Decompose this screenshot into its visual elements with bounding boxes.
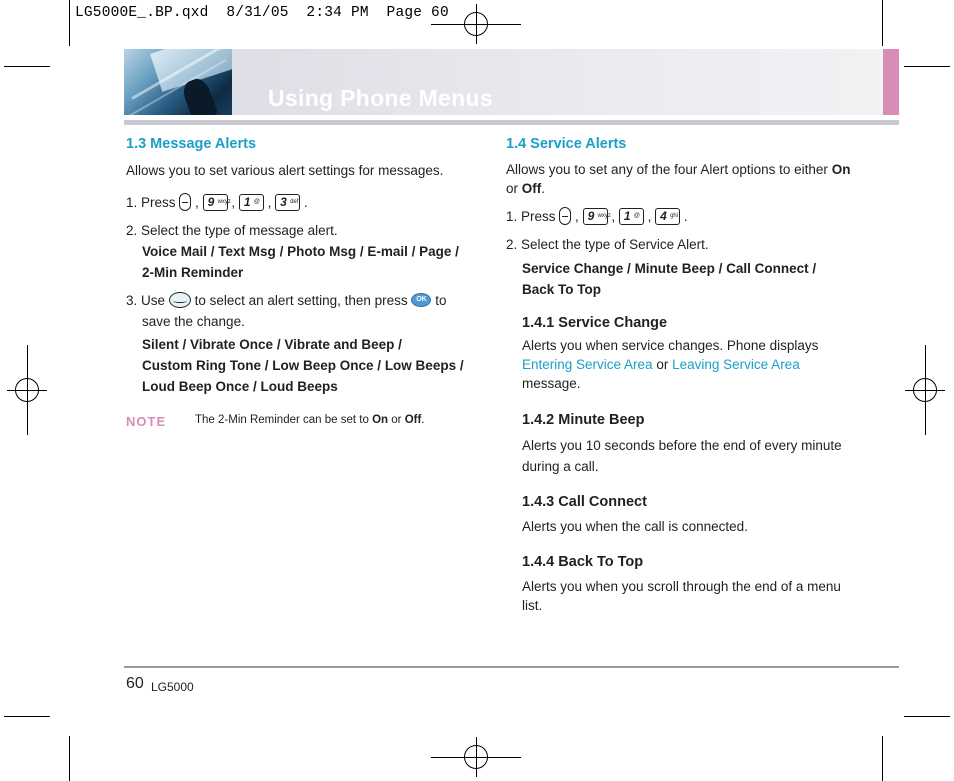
page-title: Using Phone Menus [268, 85, 493, 111]
registration-line [27, 345, 28, 435]
message-alerts-intro: Allows you to set various alert settings for messages. [126, 163, 444, 178]
intro-text: Allows you to set any of the four Alert options to either [506, 162, 828, 177]
header-photo [124, 49, 232, 115]
desc-text: Alerts you 10 seconds before the end of every minute [522, 438, 842, 453]
header-rule [124, 120, 899, 125]
service-alerts-step-2: 2. Select the type of Service Alert. [506, 237, 709, 252]
crop-mark [904, 66, 950, 67]
option-call-connect: Call Connect [726, 261, 809, 276]
key-letters: @ [253, 198, 260, 205]
option-email: E-mail [367, 244, 408, 259]
note-label: NOTE [126, 414, 167, 429]
message-alerts-step-3 [126, 290, 446, 311]
call-connect-text: Alerts you when the call is connected. [522, 519, 748, 534]
key-1-icon [239, 194, 264, 211]
option-back-to-top: Back To Top [522, 282, 602, 297]
option-vibrate-once: Vibrate Once [190, 337, 274, 352]
step-text: to select an alert setting, then press [194, 293, 408, 308]
subsection-title-minute-beep: 1.4.2 Minute Beep [522, 412, 645, 428]
crop-mark [69, 736, 70, 781]
crop-mark [882, 736, 883, 781]
subsection-title-call-connect: 1.4.3 Call Connect [522, 494, 647, 510]
key-digit: 9 [587, 208, 595, 223]
option-silent: Silent [142, 337, 179, 352]
message-alerts-step-1: 1. Press , 9 wxyz , 1 @ , 3 def . [126, 194, 308, 210]
registration-line [925, 345, 926, 435]
desc-text: or [656, 357, 669, 372]
key-letters: @ [633, 212, 640, 219]
option-2-min-reminder: 2-Min Reminder [142, 265, 244, 280]
option-text-msg: Text Msg [218, 244, 276, 259]
service-alerts-step-1: 1. Press , 9 wxyz , 1 @ , 4 ghi . [506, 208, 688, 224]
message-alert-options: Voice Mail / Text Msg / Photo Msg / E-mail / Page / 2-Min Reminder [142, 244, 459, 280]
intro-on: On [831, 162, 851, 177]
option-voice-mail: Voice Mail [142, 244, 208, 259]
subsection-title-service-change: 1.4.1 Service Change [522, 315, 668, 331]
footer-rule [124, 666, 899, 668]
note-text-part: The 2-Min Reminder can be set to [195, 414, 369, 426]
service-alerts-intro: Allows you to set any of the four Alert options to either On or Off. [506, 162, 851, 196]
key-digit: 3 [280, 194, 287, 209]
desc-text: list. [522, 598, 543, 613]
key-letters: ghi [670, 212, 679, 219]
option-loud-beep-once: Loud Beep Once [142, 379, 250, 394]
option-low-beep-once: Low Beep Once [272, 358, 374, 373]
crop-mark [69, 0, 70, 46]
crop-mark [904, 716, 950, 717]
desc-text: during a call. [522, 459, 599, 474]
desc-text: message. [522, 376, 581, 391]
registration-line [431, 757, 521, 758]
key-digit: 4 [660, 208, 667, 223]
print-slug: LG5000E_.BP.qxd 8/31/05 2:34 PM Page 60 [75, 5, 449, 21]
page-number: 60 [126, 675, 144, 692]
key-digit: 1 [623, 208, 631, 223]
key-letters: def [290, 198, 299, 205]
key-3-icon [275, 194, 300, 211]
crop-mark [882, 0, 883, 46]
crop-mark [4, 66, 50, 67]
model-name: LG5000 [151, 680, 194, 694]
option-low-beeps: Low Beeps [384, 358, 457, 373]
desc-text: Alerts you when you scroll through the end of a menu [522, 579, 841, 594]
key-9-icon [583, 208, 611, 225]
key-digit: 1 [243, 194, 251, 209]
note-on: On [372, 414, 389, 426]
option-page: Page [419, 244, 452, 259]
nav-key-icon [169, 292, 191, 308]
service-alert-options: Service Change / Minute Beep / Call Connect / Back To Top [522, 261, 817, 297]
subsection-title-back-to-top: 1.4.4 Back To Top [522, 554, 644, 570]
section-title-message-alerts: 1.3 Message Alerts [126, 136, 257, 152]
menu-key-icon [559, 207, 571, 225]
step-text: 1. Press [126, 195, 176, 210]
message-alerts-step-2: 2. Select the type of message alert. [126, 223, 338, 238]
step-text: 1. Press [506, 209, 556, 224]
header-tab-accent [883, 49, 899, 115]
registration-line [431, 24, 521, 25]
option-photo-msg: Photo Msg [287, 244, 357, 259]
key-letters: wxyz [597, 212, 611, 219]
desc-text: Alerts you when service changes. Phone displays [522, 338, 819, 353]
option-service-change: Service Change [522, 261, 624, 276]
key-digit: 9 [207, 194, 215, 209]
minute-beep-text [522, 435, 842, 477]
option-loud-beeps: Loud Beeps [260, 379, 338, 394]
step-text: 3. Use [126, 293, 166, 308]
note-text-part: or [391, 414, 402, 426]
key-9-icon [203, 194, 231, 211]
key-letters: wxyz [217, 198, 231, 205]
leaving-service-area-text: Leaving Service Area [672, 357, 800, 372]
option-custom-ring-tone: Custom Ring Tone [142, 358, 261, 373]
ok-label: OK [416, 296, 427, 304]
step-text: to [435, 293, 447, 308]
message-alerts-step-3-cont: save the change. [142, 314, 245, 329]
service-change-text [522, 336, 852, 393]
ok-key-icon [411, 293, 431, 307]
intro-off: Off [521, 181, 542, 196]
crop-mark [4, 716, 50, 717]
alert-setting-options: Silent / Vibrate Once / Vibrate and Beep / Custom Ring Tone / Low Beep Once / Low Beeps / Loud Beep Once / Loud Beeps [142, 337, 464, 394]
key-1-icon [619, 208, 644, 225]
option-minute-beep: Minute Beep [634, 261, 715, 276]
back-to-top-text [522, 577, 841, 615]
key-4-icon [655, 208, 680, 225]
section-title-service-alerts: 1.4 Service Alerts [506, 136, 627, 152]
note-off: Off [404, 414, 422, 426]
intro-text: or [506, 181, 519, 196]
entering-service-area-text: Entering Service Area [522, 357, 653, 372]
note-text: The 2-Min Reminder can be set to On or Off. [195, 414, 425, 426]
menu-key-icon [179, 193, 191, 211]
option-vibrate-and-beep: Vibrate and Beep [284, 337, 395, 352]
